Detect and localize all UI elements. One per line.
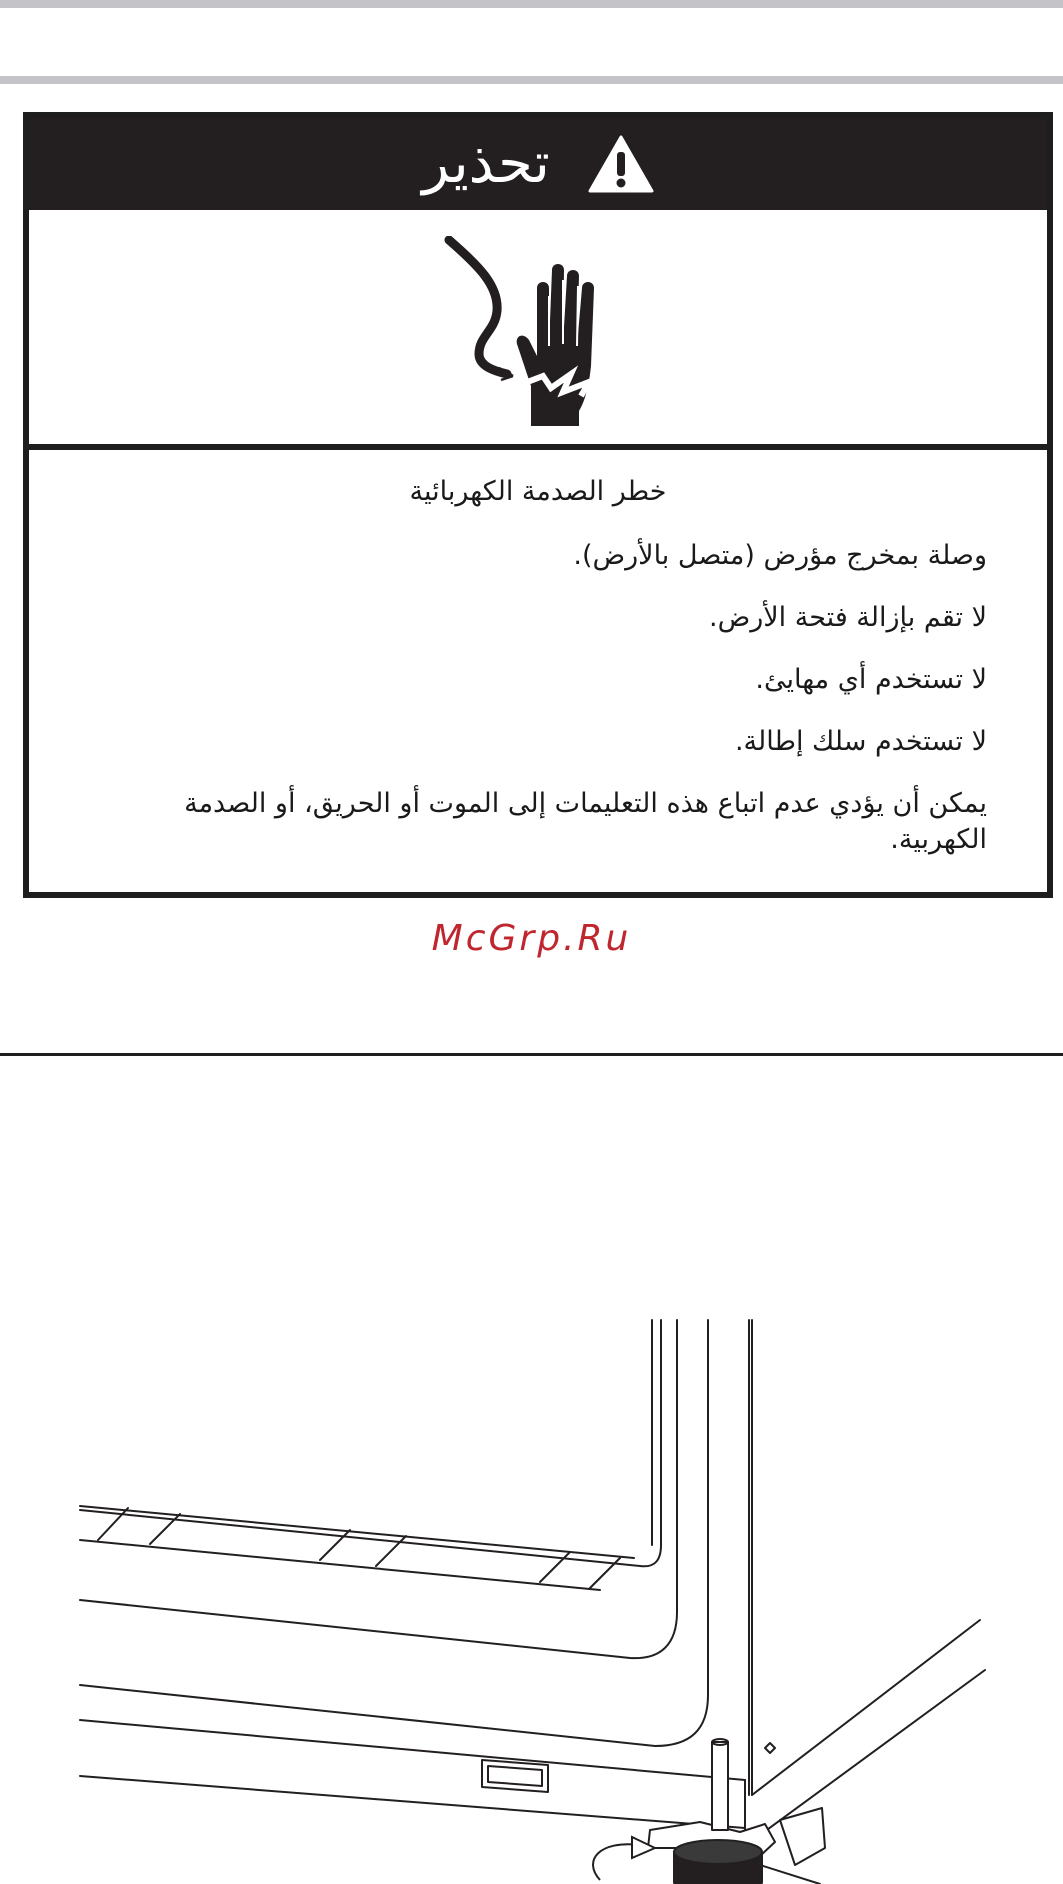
instruction-grounded-outlet: وصلة بمخرج مؤرض (متصل بالأرض). xyxy=(573,540,987,571)
warning-header xyxy=(29,118,1047,210)
section-divider xyxy=(0,1053,1063,1056)
electric-shock-hand-icon xyxy=(439,236,639,426)
instruction-ground-prong: لا تقم بإزالة فتحة الأرض. xyxy=(709,602,987,633)
warning-text-section xyxy=(29,450,1047,892)
leveling-foot-diagram xyxy=(0,1300,1063,1884)
warning-box xyxy=(23,112,1053,898)
header-rule xyxy=(0,76,1063,84)
instruction-no-adapter: لا تستخدم أي مهايئ. xyxy=(755,664,987,695)
instruction-consequence: يمكن أن يؤدي عدم اتباع هذه التعليمات إلى الموت أو الحريق، أو الصدمة الكهربية. xyxy=(184,788,987,855)
warning-triangle-icon xyxy=(588,135,654,193)
rotate-arrow-icon xyxy=(593,1837,655,1880)
hazard-heading: خطر الصدمة الكهربائية xyxy=(409,476,667,507)
instruction-no-extension-cord: لا تستخدم سلك إطالة. xyxy=(734,726,987,757)
warning-title: تحذير xyxy=(422,131,550,196)
hazard-symbol-section xyxy=(29,210,1047,450)
watermark-text: McGrp.Ru xyxy=(431,918,632,959)
top-rule xyxy=(0,0,1063,8)
